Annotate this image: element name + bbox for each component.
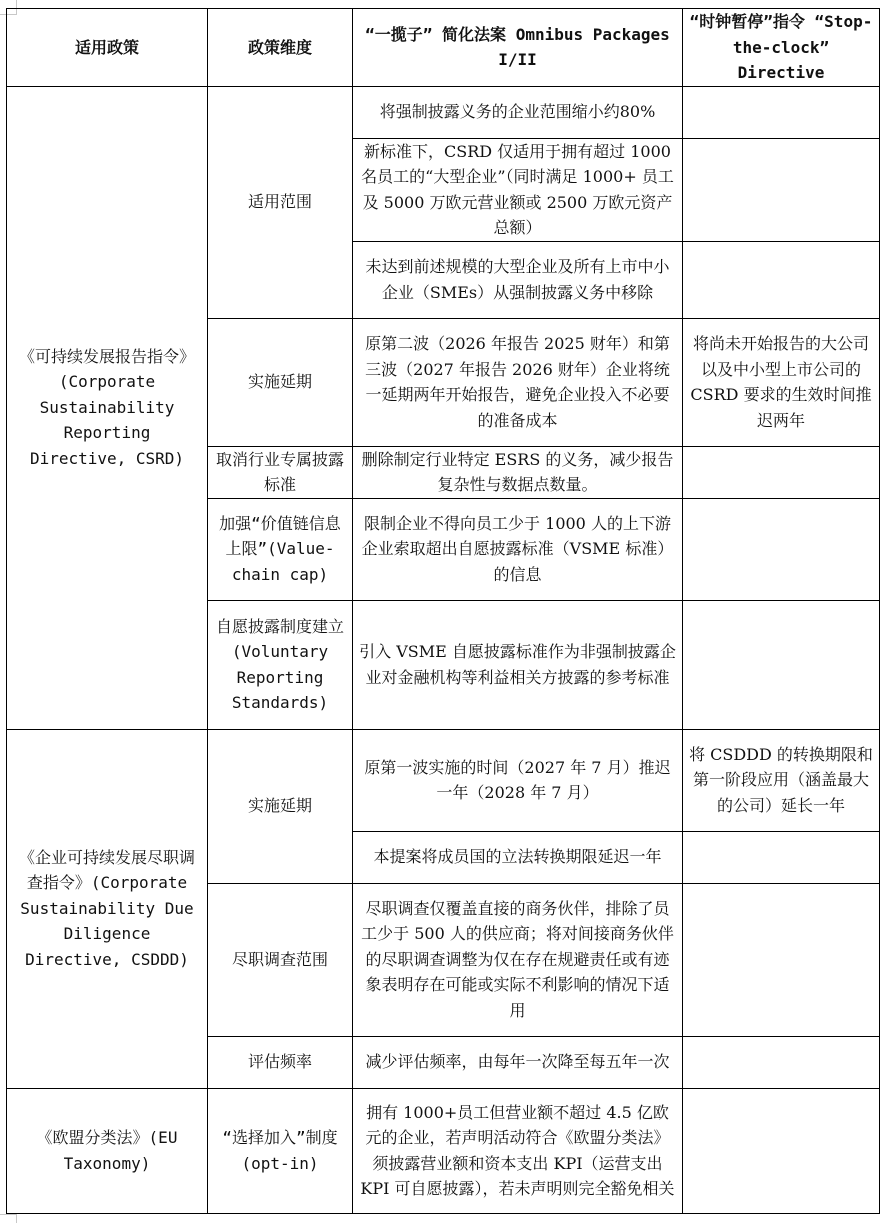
omnibus-cell: 新标准下，CSRD 仅适用于拥有超过 1000 名员工的“大型企业”（同时满足 1000+ 员工及 5000 万欧元营业额或 2500 万欧元资产总额）: [353, 138, 683, 241]
omnibus-cell: 将强制披露义务的企业范围缩小约80%: [353, 86, 683, 138]
stop-clock-cell: [683, 138, 880, 241]
dimension-cell: 取消行业专属披露标准: [208, 446, 353, 498]
header-row: [7, 9, 880, 87]
stop-clock-cell: [683, 241, 880, 318]
policy-comparison-table: [6, 8, 880, 1214]
table-row: [7, 1088, 880, 1213]
dimension-cell: 适用范围: [208, 86, 353, 318]
stop-clock-cell: [683, 831, 880, 883]
omnibus-cell: 本提案将成员国的立法转换期限延迟一年: [353, 831, 683, 883]
omnibus-cell: 尽职调查仅覆盖直接的商务伙伴，排除了员工少于 500 人的供应商；将对间接商务伙伴的尽职调查调整为仅在存在规避责任或有迹象表明存在可能或实际不利影响的情况下适用: [353, 883, 683, 1036]
stop-clock-cell: 将尚未开始报告的大公司以及中小型上市公司的 CSRD 要求的生效时间推迟两年: [683, 318, 880, 446]
dimension-cell: 自愿披露制度建立(Voluntary Reporting Standards): [208, 600, 353, 729]
policy-cell-csddd: 《企业可持续发展尽职调查指令》(Corporate Sustainability Due Diligence Directive, CSDDD): [7, 729, 208, 1088]
stop-clock-cell: [683, 1088, 880, 1213]
omnibus-cell: 原第二波（2026 年报告 2025 财年）和第三波（2027 年报告 2026 财年）企业将统一延期两年开始报告，避免企业投入不必要的准备成本: [353, 318, 683, 446]
policy-cell-eu-taxonomy: 《欧盟分类法》(EU Taxonomy): [7, 1088, 208, 1213]
omnibus-cell: 引入 VSME 自愿披露标准作为非强制披露企业对金融机构等利益相关方披露的参考标准: [353, 600, 683, 729]
omnibus-cell: 删除制定行业特定 ESRS 的义务，减少报告复杂性与数据点数量。: [353, 446, 683, 498]
stop-clock-cell: [683, 883, 880, 1036]
dimension-cell: 加强“价值链信息上限”(Value-chain cap): [208, 498, 353, 600]
stop-clock-cell: [683, 498, 880, 600]
policy-cell-csrd: 《可持续发展报告指令》(Corporate Sustainability Reporting Directive, CSRD): [7, 86, 208, 729]
omnibus-cell: 原第一波实施的时间（2027 年 7 月）推迟一年（2028 年 7 月）: [353, 729, 683, 831]
page-corner-mark: [0, 1214, 17, 1223]
header-omnibus: “一揽子” 简化法案 Omnibus Packages I/II: [353, 9, 683, 87]
omnibus-cell: 未达到前述规模的大型企业及所有上市中小企业（SMEs）从强制披露义务中移除: [353, 241, 683, 318]
dimension-cell: 实施延期: [208, 729, 353, 883]
dimension-cell: 尽职调查范围: [208, 883, 353, 1036]
omnibus-cell: 限制企业不得向员工少于 1000 人的上下游企业索取超出自愿披露标准（VSME 标准）的信息: [353, 498, 683, 600]
dimension-cell: 实施延期: [208, 318, 353, 446]
stop-clock-cell: [683, 600, 880, 729]
table-row: [7, 86, 880, 138]
table-row: [7, 729, 880, 831]
header-policy: 适用政策: [7, 9, 208, 87]
header-stop-the-clock: “时钟暂停”指令 “Stop-the-clock” Directive: [683, 9, 880, 87]
stop-clock-cell: [683, 86, 880, 138]
omnibus-cell: 减少评估频率，由每年一次降至每五年一次: [353, 1036, 683, 1088]
stop-clock-cell: 将 CSDDD 的转换期限和第一阶段应用（涵盖最大的公司）延长一年: [683, 729, 880, 831]
dimension-cell: 评估频率: [208, 1036, 353, 1088]
dimension-cell: “选择加入”制度(opt-in): [208, 1088, 353, 1213]
header-dimension: 政策维度: [208, 9, 353, 87]
stop-clock-cell: [683, 1036, 880, 1088]
stop-clock-cell: [683, 446, 880, 498]
omnibus-cell: 拥有 1000+员工但营业额不超过 4.5 亿欧元的企业，若声明活动符合《欧盟分类法》须披露营业额和资本支出 KPI（运营支出 KPI 可自愿披露），若未声明则完全豁免相关: [353, 1088, 683, 1213]
